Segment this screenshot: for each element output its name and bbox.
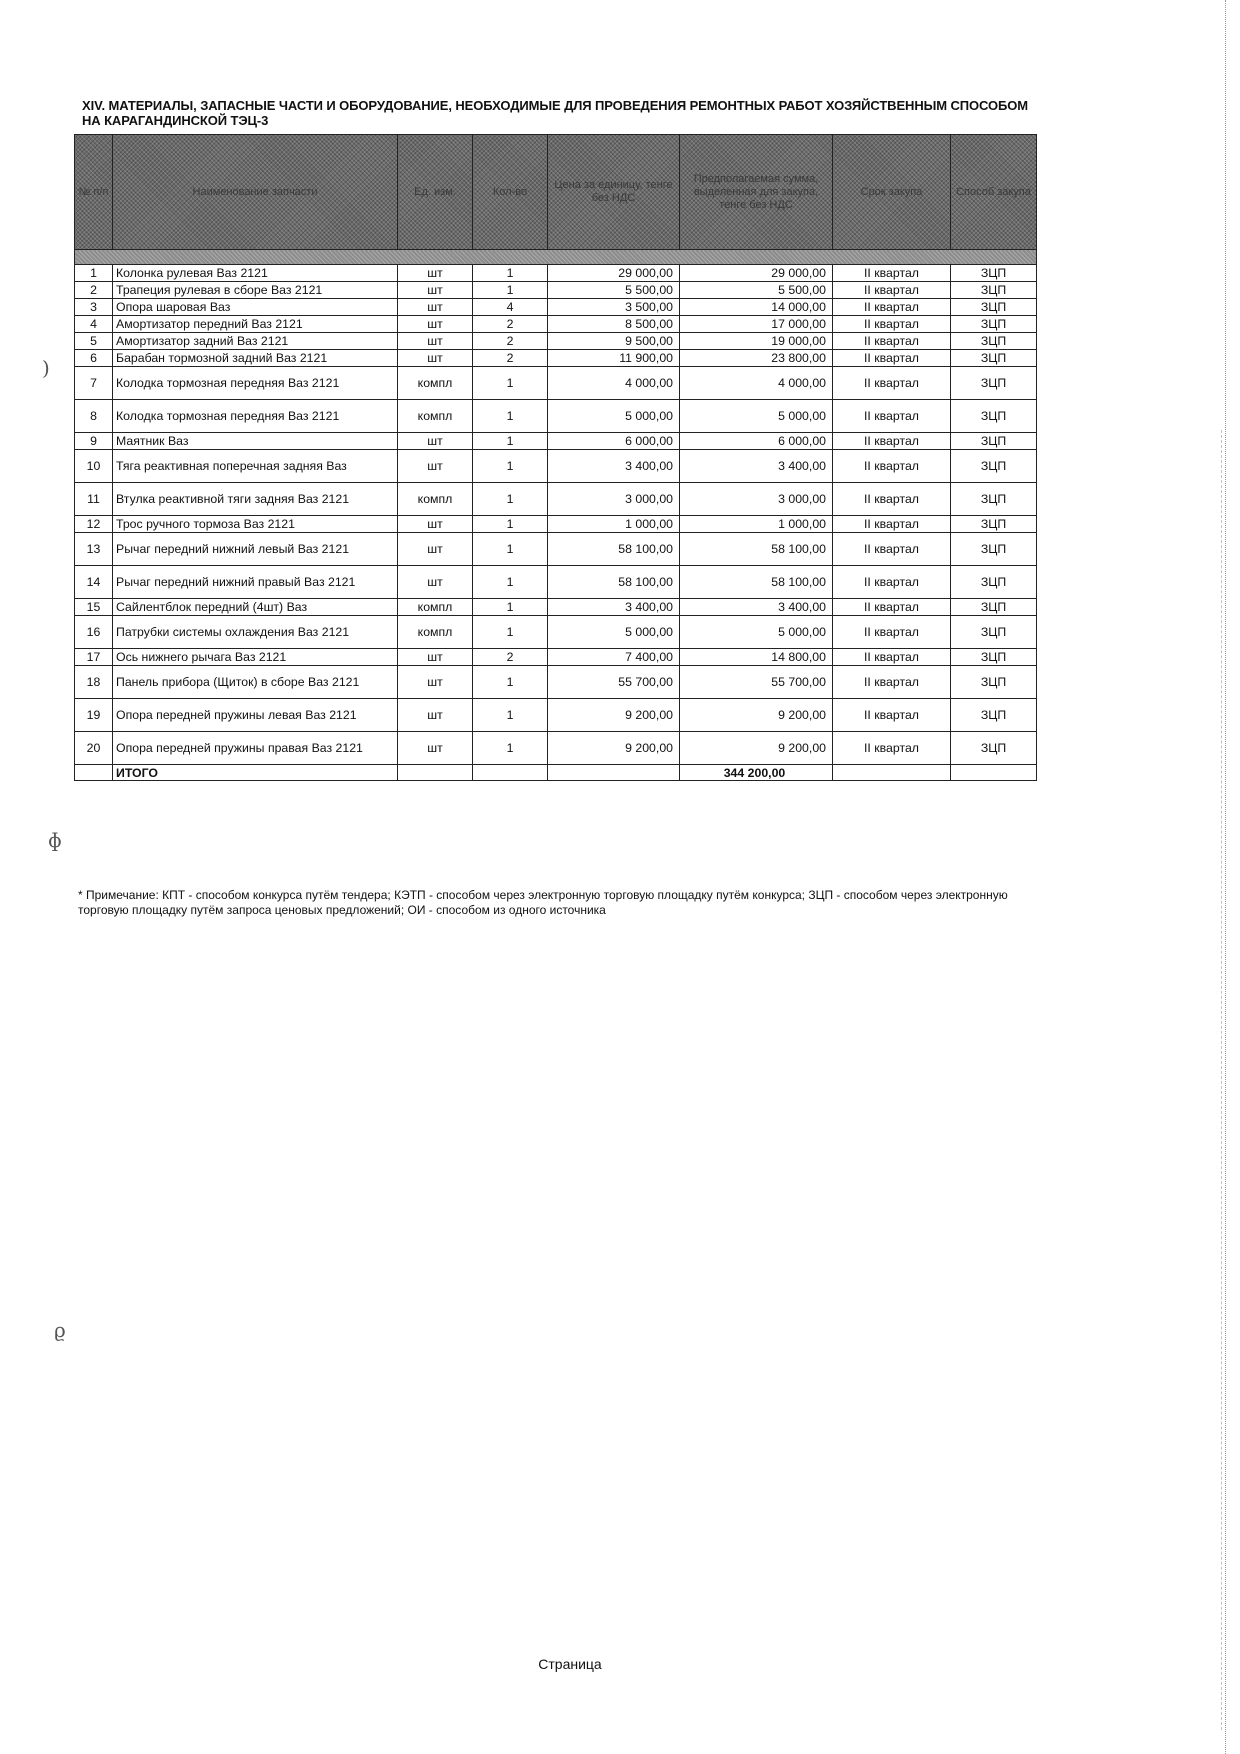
cell-name: Тяга реактивная поперечная задняя Ваз <box>113 450 398 483</box>
cell-name: Амортизатор задний Ваз 2121 <box>113 333 398 350</box>
margin-mark: ɸ <box>48 828 62 852</box>
table-row <box>75 450 1037 483</box>
header-name: Наименование запчасти <box>113 135 398 250</box>
cell-price: 9 200,00 <box>548 732 680 765</box>
cell-amount: 23 800,00 <box>680 350 833 367</box>
cell-qty: 1 <box>473 566 548 599</box>
cell-num: 12 <box>75 516 113 533</box>
table-row <box>75 350 1037 367</box>
cell-period: II квартал <box>833 699 951 732</box>
cell-price: 3 500,00 <box>548 299 680 316</box>
cell-unit: шт <box>398 316 473 333</box>
cell-qty: 1 <box>473 732 548 765</box>
table-row <box>75 666 1037 699</box>
cell-qty: 1 <box>473 699 548 732</box>
table-row <box>75 699 1037 732</box>
total-label: ИТОГО <box>113 765 398 781</box>
page-footer: Страница <box>538 1656 602 1672</box>
cell-qty: 1 <box>473 367 548 400</box>
cell-method: ЗЦП <box>951 433 1037 450</box>
cell-qty: 1 <box>473 599 548 616</box>
cell-name: Маятник Ваз <box>113 433 398 450</box>
cell-name: Сайлентблок передний (4шт) Ваз <box>113 599 398 616</box>
header-qty: Кол-во <box>473 135 548 250</box>
cell-price: 7 400,00 <box>548 649 680 666</box>
table-row <box>75 433 1037 450</box>
table-row <box>75 367 1037 400</box>
cell-price: 5 000,00 <box>548 400 680 433</box>
cell-name: Ось нижнего рычага Ваз 2121 <box>113 649 398 666</box>
cell-name: Патрубки системы охлаждения Ваз 2121 <box>113 616 398 649</box>
cell-qty: 1 <box>473 450 548 483</box>
cell-name: Опора передней пружины левая Ваз 2121 <box>113 699 398 732</box>
table-row <box>75 483 1037 516</box>
cell-name: Барабан тормозной задний Ваз 2121 <box>113 350 398 367</box>
materials-table <box>74 134 1037 781</box>
cell-unit: шт <box>398 732 473 765</box>
cell-method: ЗЦП <box>951 299 1037 316</box>
total-empty-cell <box>75 765 113 781</box>
cell-unit: компл <box>398 367 473 400</box>
cell-amount: 5 000,00 <box>680 400 833 433</box>
cell-num: 13 <box>75 533 113 566</box>
table-row <box>75 316 1037 333</box>
cell-unit: шт <box>398 433 473 450</box>
cell-num: 9 <box>75 433 113 450</box>
cell-num: 3 <box>75 299 113 316</box>
cell-qty: 1 <box>473 433 548 450</box>
cell-price: 3 400,00 <box>548 599 680 616</box>
cell-price: 8 500,00 <box>548 316 680 333</box>
table-header-row <box>75 135 1037 250</box>
cell-unit: шт <box>398 265 473 282</box>
cell-amount: 3 400,00 <box>680 450 833 483</box>
cell-num: 11 <box>75 483 113 516</box>
header-unit: Ед. изм. <box>398 135 473 250</box>
cell-num: 20 <box>75 732 113 765</box>
cell-amount: 3 400,00 <box>680 599 833 616</box>
cell-period: II квартал <box>833 599 951 616</box>
cell-name: Втулка реактивной тяги задняя Ваз 2121 <box>113 483 398 516</box>
total-empty-cell <box>473 765 548 781</box>
cell-price: 6 000,00 <box>548 433 680 450</box>
cell-period: II квартал <box>833 483 951 516</box>
cell-num: 7 <box>75 367 113 400</box>
table-row <box>75 732 1037 765</box>
cell-name: Колодка тормозная передняя Ваз 2121 <box>113 367 398 400</box>
cell-amount: 5 500,00 <box>680 282 833 299</box>
cell-period: II квартал <box>833 299 951 316</box>
cell-num: 2 <box>75 282 113 299</box>
cell-amount: 5 000,00 <box>680 616 833 649</box>
header-amount: Предполагаемая сумма, выделенная для закупа, тенге без НДС <box>680 135 833 250</box>
cell-period: II квартал <box>833 516 951 533</box>
total-empty-cell <box>833 765 951 781</box>
cell-qty: 1 <box>473 666 548 699</box>
cell-num: 6 <box>75 350 113 367</box>
cell-period: II квартал <box>833 566 951 599</box>
cell-name: Рычаг передний нижний правый Ваз 2121 <box>113 566 398 599</box>
section-label <box>75 250 1037 265</box>
cell-num: 16 <box>75 616 113 649</box>
cell-amount: 17 000,00 <box>680 316 833 333</box>
table-row <box>75 649 1037 666</box>
cell-name: Амортизатор передний Ваз 2121 <box>113 316 398 333</box>
cell-qty: 1 <box>473 265 548 282</box>
cell-method: ЗЦП <box>951 265 1037 282</box>
header-price: Цена за единицу, тенге без НДС <box>548 135 680 250</box>
cell-period: II квартал <box>833 333 951 350</box>
table-row <box>75 333 1037 350</box>
table-row <box>75 566 1037 599</box>
cell-qty: 2 <box>473 316 548 333</box>
scan-edge-inner <box>1221 430 1226 1730</box>
section-row <box>75 250 1037 265</box>
cell-name: Опора шаровая Ваз <box>113 299 398 316</box>
cell-qty: 4 <box>473 299 548 316</box>
cell-method: ЗЦП <box>951 483 1037 516</box>
cell-unit: шт <box>398 666 473 699</box>
cell-num: 5 <box>75 333 113 350</box>
cell-amount: 58 100,00 <box>680 533 833 566</box>
cell-qty: 1 <box>473 483 548 516</box>
cell-name: Колодка тормозная передняя Ваз 2121 <box>113 400 398 433</box>
cell-period: II квартал <box>833 433 951 450</box>
cell-unit: шт <box>398 649 473 666</box>
table-row <box>75 599 1037 616</box>
cell-unit: шт <box>398 516 473 533</box>
cell-num: 14 <box>75 566 113 599</box>
cell-num: 4 <box>75 316 113 333</box>
cell-method: ЗЦП <box>951 599 1037 616</box>
cell-method: ЗЦП <box>951 649 1037 666</box>
cell-name: Опора передней пружины правая Ваз 2121 <box>113 732 398 765</box>
cell-amount: 55 700,00 <box>680 666 833 699</box>
cell-num: 19 <box>75 699 113 732</box>
cell-qty: 1 <box>473 516 548 533</box>
cell-period: II квартал <box>833 400 951 433</box>
header-num: № п/п <box>75 135 113 250</box>
table-row <box>75 265 1037 282</box>
cell-method: ЗЦП <box>951 282 1037 299</box>
cell-unit: шт <box>398 299 473 316</box>
cell-method: ЗЦП <box>951 367 1037 400</box>
cell-period: II квартал <box>833 666 951 699</box>
cell-unit: шт <box>398 333 473 350</box>
cell-method: ЗЦП <box>951 699 1037 732</box>
cell-method: ЗЦП <box>951 400 1037 433</box>
cell-method: ЗЦП <box>951 533 1037 566</box>
cell-num: 17 <box>75 649 113 666</box>
cell-method: ЗЦП <box>951 732 1037 765</box>
cell-method: ЗЦП <box>951 616 1037 649</box>
cell-name: Панель прибора (Щиток) в сборе Ваз 2121 <box>113 666 398 699</box>
cell-period: II квартал <box>833 732 951 765</box>
table-row <box>75 616 1037 649</box>
cell-amount: 14 000,00 <box>680 299 833 316</box>
cell-num: 10 <box>75 450 113 483</box>
scan-edge <box>1225 0 1240 1754</box>
cell-amount: 4 000,00 <box>680 367 833 400</box>
cell-qty: 1 <box>473 282 548 299</box>
table-row <box>75 282 1037 299</box>
cell-price: 1 000,00 <box>548 516 680 533</box>
cell-amount: 9 200,00 <box>680 699 833 732</box>
cell-qty: 2 <box>473 333 548 350</box>
cell-price: 29 000,00 <box>548 265 680 282</box>
cell-qty: 1 <box>473 400 548 433</box>
total-row <box>75 765 1037 781</box>
table-row <box>75 533 1037 566</box>
cell-amount: 9 200,00 <box>680 732 833 765</box>
cell-period: II квартал <box>833 616 951 649</box>
cell-unit: компл <box>398 599 473 616</box>
cell-unit: шт <box>398 350 473 367</box>
header-period: Срок закупа <box>833 135 951 250</box>
cell-period: II квартал <box>833 450 951 483</box>
cell-qty: 2 <box>473 350 548 367</box>
cell-price: 58 100,00 <box>548 533 680 566</box>
cell-period: II квартал <box>833 282 951 299</box>
footnote: * Примечание: КПТ - способом конкурса путём тендера; КЭТП - способом через электронную торговую площадку путём конкурса; ЗЦП - способом через электронную торговую площадку путём запроса ценовых предложений; ОИ - способом из одного источника <box>78 888 1008 917</box>
cell-unit: шт <box>398 450 473 483</box>
cell-price: 55 700,00 <box>548 666 680 699</box>
cell-unit: шт <box>398 699 473 732</box>
cell-method: ЗЦП <box>951 333 1037 350</box>
cell-method: ЗЦП <box>951 516 1037 533</box>
cell-method: ЗЦП <box>951 666 1037 699</box>
cell-amount: 29 000,00 <box>680 265 833 282</box>
cell-num: 15 <box>75 599 113 616</box>
cell-unit: шт <box>398 533 473 566</box>
cell-unit: шт <box>398 282 473 299</box>
cell-name: Рычаг передний нижний левый Ваз 2121 <box>113 533 398 566</box>
cell-name: Трапеция рулевая в сборе Ваз 2121 <box>113 282 398 299</box>
cell-name: Колонка рулевая Ваз 2121 <box>113 265 398 282</box>
cell-num: 8 <box>75 400 113 433</box>
cell-qty: 1 <box>473 533 548 566</box>
cell-period: II квартал <box>833 649 951 666</box>
cell-unit: компл <box>398 483 473 516</box>
cell-period: II квартал <box>833 316 951 333</box>
cell-method: ЗЦП <box>951 350 1037 367</box>
cell-period: II квартал <box>833 265 951 282</box>
cell-amount: 19 000,00 <box>680 333 833 350</box>
total-amount: 344 200,00 <box>680 765 833 781</box>
document-title: XIV. МАТЕРИАЛЫ, ЗАПАСНЫЕ ЧАСТИ И ОБОРУДОВАНИЕ, НЕОБХОДИМЫЕ ДЛЯ ПРОВЕДЕНИЯ РЕМОНТНЫХ РАБОТ ХОЗЯЙСТВЕННЫМ СПОСОБОМ НА КАРАГАНДИНСКОЙ ТЭЦ-3 <box>82 98 1028 128</box>
total-empty-cell <box>951 765 1037 781</box>
margin-mark: ) <box>42 356 50 380</box>
cell-price: 9 500,00 <box>548 333 680 350</box>
table-row <box>75 400 1037 433</box>
cell-price: 5 000,00 <box>548 616 680 649</box>
header-method: Способ закупа <box>951 135 1037 250</box>
table-row <box>75 516 1037 533</box>
cell-price: 58 100,00 <box>548 566 680 599</box>
cell-unit: компл <box>398 616 473 649</box>
cell-num: 1 <box>75 265 113 282</box>
cell-method: ЗЦП <box>951 316 1037 333</box>
table-row <box>75 299 1037 316</box>
cell-price: 4 000,00 <box>548 367 680 400</box>
cell-qty: 1 <box>473 616 548 649</box>
cell-unit: шт <box>398 566 473 599</box>
cell-method: ЗЦП <box>951 450 1037 483</box>
cell-price: 9 200,00 <box>548 699 680 732</box>
cell-amount: 1 000,00 <box>680 516 833 533</box>
cell-price: 3 400,00 <box>548 450 680 483</box>
cell-price: 5 500,00 <box>548 282 680 299</box>
cell-method: ЗЦП <box>951 566 1037 599</box>
cell-period: II квартал <box>833 350 951 367</box>
cell-num: 18 <box>75 666 113 699</box>
cell-price: 11 900,00 <box>548 350 680 367</box>
cell-amount: 3 000,00 <box>680 483 833 516</box>
cell-period: II квартал <box>833 367 951 400</box>
cell-amount: 6 000,00 <box>680 433 833 450</box>
cell-period: II квартал <box>833 533 951 566</box>
cell-amount: 14 800,00 <box>680 649 833 666</box>
total-empty-cell <box>548 765 680 781</box>
total-empty-cell <box>398 765 473 781</box>
cell-qty: 2 <box>473 649 548 666</box>
cell-name: Трос ручного тормоза Ваз 2121 <box>113 516 398 533</box>
cell-unit: компл <box>398 400 473 433</box>
cell-amount: 58 100,00 <box>680 566 833 599</box>
cell-price: 3 000,00 <box>548 483 680 516</box>
margin-mark: ϱ <box>54 1318 66 1342</box>
